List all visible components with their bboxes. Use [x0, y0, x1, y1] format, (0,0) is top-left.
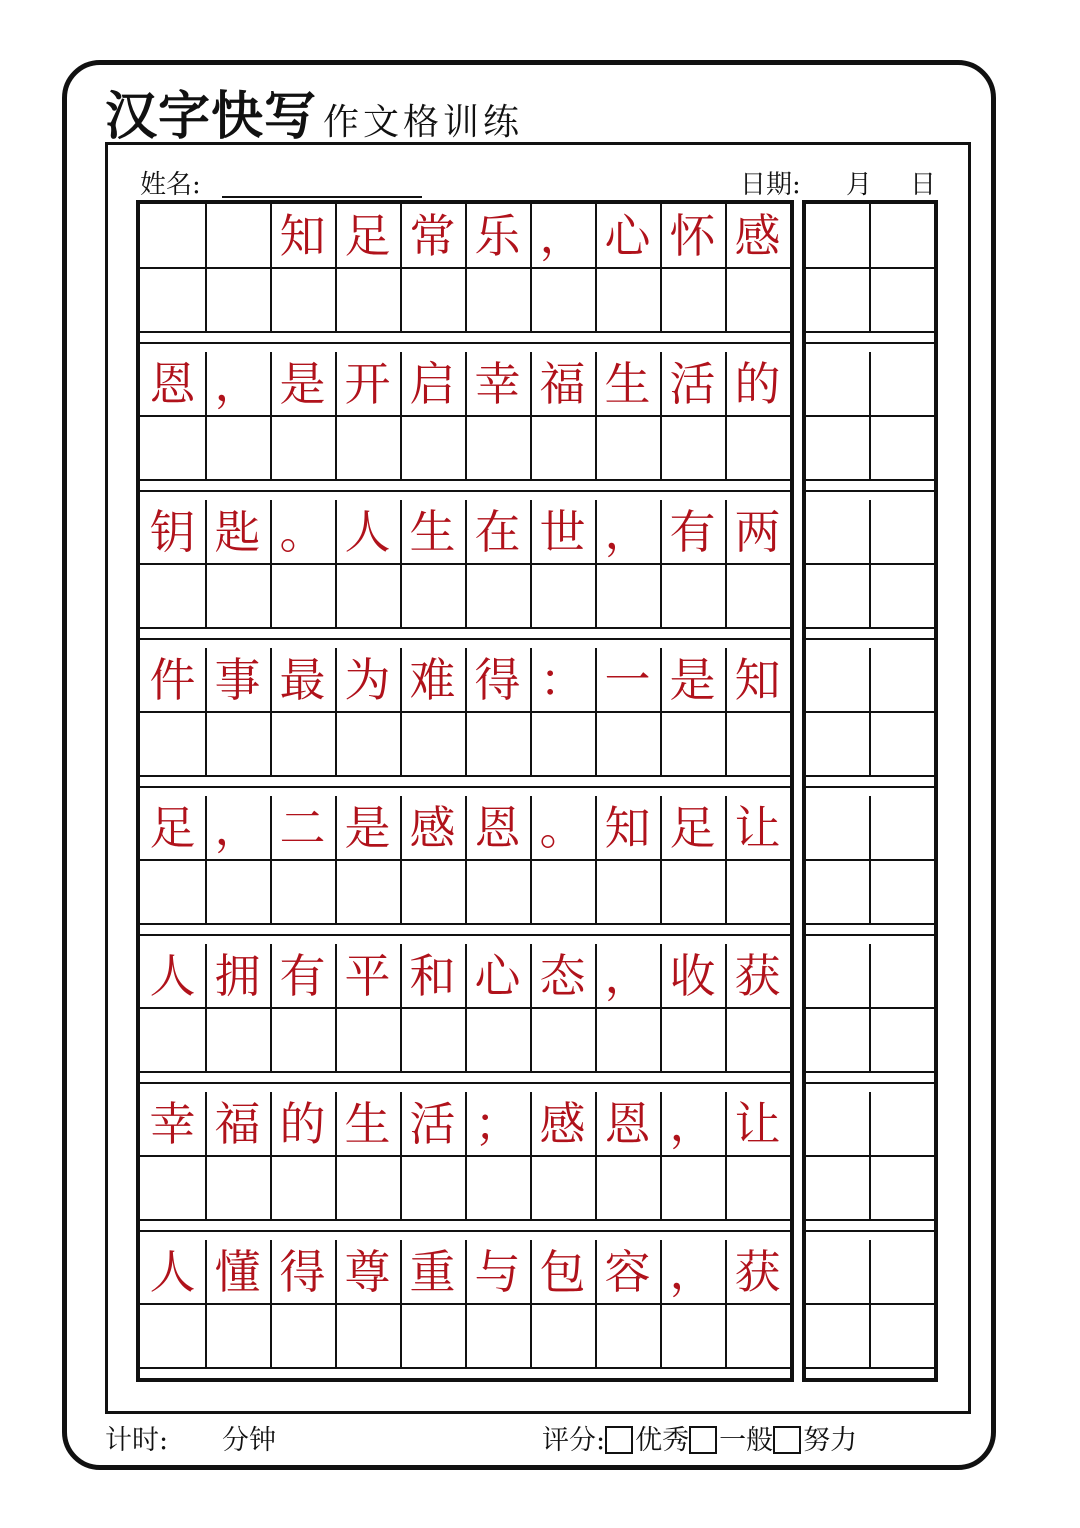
grid-column-line — [530, 1304, 532, 1368]
side-column-line — [869, 1304, 871, 1368]
grid-column-line — [400, 268, 402, 332]
grid-column-line — [335, 268, 337, 332]
grid-separator — [140, 1230, 790, 1232]
grid-column-line — [595, 860, 597, 924]
grid-column-line — [595, 564, 597, 628]
essay-character: 感 — [539, 1097, 586, 1151]
grid-column-line — [595, 268, 597, 332]
essay-character: 是 — [344, 801, 391, 855]
essay-character: 知 — [279, 209, 326, 263]
grid-separator — [806, 1230, 934, 1232]
essay-character: 钥 — [149, 505, 196, 559]
grid-separator — [806, 934, 934, 936]
grid-column-line — [660, 564, 662, 628]
grid-column-line — [530, 268, 532, 332]
essay-character: 恩 — [604, 1097, 651, 1151]
name-label: 姓名: — [140, 170, 201, 200]
grid-column-line — [205, 1008, 207, 1072]
essay-character: 启 — [409, 357, 456, 411]
grid-separator — [140, 638, 790, 640]
grid-column-line — [660, 268, 662, 332]
grid-column-line — [400, 1008, 402, 1072]
essay-character: 人 — [149, 949, 196, 1003]
essay-character: 。 — [539, 801, 586, 855]
grid-separator — [806, 1082, 934, 1084]
grid-separator — [806, 786, 934, 788]
essay-character: 恩 — [474, 801, 521, 855]
grid-column-line — [465, 712, 467, 776]
grid-separator — [806, 342, 934, 344]
essay-grid — [136, 200, 794, 1382]
grid-column-line — [400, 1156, 402, 1220]
essay-character: 件 — [149, 653, 196, 707]
day-label: 日 — [910, 170, 937, 200]
grid-column-line — [725, 712, 727, 776]
essay-character: 足 — [669, 801, 716, 855]
side-column-line — [869, 500, 871, 564]
essay-character: 心 — [604, 209, 651, 263]
grid-column-line — [725, 1008, 727, 1072]
essay-character: 重 — [409, 1245, 456, 1299]
grid-column-line — [270, 416, 272, 480]
rating-option-average: 一般 — [719, 1425, 774, 1456]
essay-character: 尊 — [344, 1245, 391, 1299]
side-column-line — [869, 944, 871, 1008]
grid-separator — [140, 934, 790, 936]
essay-character: 幸 — [149, 1097, 196, 1151]
essay-character: 收 — [669, 949, 716, 1003]
essay-character: 生 — [344, 1097, 391, 1151]
essay-character: 包 — [539, 1245, 586, 1299]
minutes-label: 分钟 — [222, 1425, 276, 1456]
side-column-line — [869, 860, 871, 924]
grid-column-line — [205, 204, 207, 268]
essay-character: ； — [474, 1097, 521, 1151]
grid-column-line — [530, 416, 532, 480]
essay-character: 有 — [669, 505, 716, 559]
grid-column-line — [530, 564, 532, 628]
side-column-line — [869, 1092, 871, 1156]
side-column-line — [869, 204, 871, 268]
essay-character: 懂 — [214, 1245, 261, 1299]
grid-column-line — [725, 860, 727, 924]
grid-column-line — [400, 860, 402, 924]
grid-column-line — [205, 416, 207, 480]
grid-column-line — [270, 268, 272, 332]
grid-column-line — [270, 1156, 272, 1220]
side-column-line — [869, 268, 871, 332]
title-sub: 作文格训练 — [323, 102, 524, 143]
side-column-line — [869, 352, 871, 416]
essay-character: 匙 — [214, 505, 261, 559]
grid-column-line — [205, 860, 207, 924]
grid-column-line — [465, 1156, 467, 1220]
grid-column-line — [725, 268, 727, 332]
grid-column-line — [465, 268, 467, 332]
essay-character: 与 — [474, 1245, 521, 1299]
essay-character: 的 — [279, 1097, 326, 1151]
grid-column-line — [660, 712, 662, 776]
essay-character: ： — [539, 653, 586, 707]
essay-character: 平 — [344, 949, 391, 1003]
grid-column-line — [335, 1008, 337, 1072]
essay-character: 知 — [734, 653, 781, 707]
essay-character: 福 — [539, 357, 586, 411]
essay-character: 感 — [734, 209, 781, 263]
grid-separator — [806, 638, 934, 640]
grid-column-line — [400, 564, 402, 628]
timer-label: 计时: — [105, 1425, 169, 1456]
essay-character: 获 — [734, 949, 781, 1003]
essay-character: 为 — [344, 653, 391, 707]
name-field[interactable] — [222, 196, 422, 198]
grid-column-line — [205, 564, 207, 628]
grid-column-line — [595, 712, 597, 776]
essay-character: 人 — [149, 1245, 196, 1299]
essay-character: 态 — [539, 949, 586, 1003]
essay-character: 获 — [734, 1245, 781, 1299]
grid-separator — [140, 1082, 790, 1084]
essay-character: ， — [669, 1245, 716, 1299]
essay-character: 福 — [214, 1097, 261, 1151]
rating-option-excellent: 优秀 — [635, 1425, 690, 1456]
essay-character: 。 — [279, 505, 326, 559]
grid-column-line — [335, 1304, 337, 1368]
rating-checkbox-effort[interactable] — [773, 1426, 801, 1454]
grid-column-line — [660, 1008, 662, 1072]
rating-option-effort: 努力 — [803, 1425, 858, 1456]
essay-character: 是 — [279, 357, 326, 411]
grid-column-line — [660, 860, 662, 924]
essay-character: 让 — [734, 801, 781, 855]
grid-column-line — [660, 1156, 662, 1220]
essay-character: 开 — [344, 357, 391, 411]
essay-character: 世 — [539, 505, 586, 559]
essay-character: ， — [214, 357, 261, 411]
grid-column-line — [465, 1304, 467, 1368]
page-title — [105, 74, 523, 149]
essay-character: 拥 — [214, 949, 261, 1003]
side-column-line — [869, 712, 871, 776]
grid-column-line — [595, 416, 597, 480]
essay-character: ， — [214, 801, 261, 855]
grid-separator — [140, 490, 790, 492]
grid-column-line — [400, 1304, 402, 1368]
essay-character: 得 — [474, 653, 521, 707]
essay-character: 在 — [474, 505, 521, 559]
essay-character: 是 — [669, 653, 716, 707]
essay-character: ， — [539, 209, 586, 263]
essay-character: 常 — [409, 209, 456, 263]
month-label: 月 — [846, 170, 873, 200]
essay-character: 难 — [409, 653, 456, 707]
side-column-line — [869, 416, 871, 480]
essay-character: 一 — [604, 653, 651, 707]
grid-column-line — [465, 860, 467, 924]
essay-character: ， — [604, 505, 651, 559]
essay-character: 乐 — [474, 209, 521, 263]
side-column-line — [869, 1156, 871, 1220]
essay-character: 和 — [409, 949, 456, 1003]
essay-character: ， — [669, 1097, 716, 1151]
side-column-line — [869, 796, 871, 860]
essay-character: 二 — [279, 801, 326, 855]
grid-column-line — [205, 1304, 207, 1368]
grid-column-line — [465, 564, 467, 628]
essay-character: 心 — [474, 949, 521, 1003]
grid-column-line — [270, 564, 272, 628]
side-column-line — [869, 1008, 871, 1072]
essay-character: 让 — [734, 1097, 781, 1151]
grid-column-line — [725, 564, 727, 628]
grid-column-line — [335, 860, 337, 924]
grid-column-line — [270, 712, 272, 776]
grid-column-line — [725, 416, 727, 480]
essay-character: 两 — [734, 505, 781, 559]
grid-column-line — [725, 1304, 727, 1368]
title-main: 汉字快写 — [105, 87, 318, 147]
grid-separator — [140, 786, 790, 788]
grid-column-line — [400, 416, 402, 480]
side-column-line — [869, 648, 871, 712]
essay-character: 足 — [344, 209, 391, 263]
essay-character: ， — [604, 949, 651, 1003]
grid-column-line — [530, 712, 532, 776]
essay-character: 生 — [604, 357, 651, 411]
grid-column-line — [530, 1156, 532, 1220]
essay-character: 的 — [734, 357, 781, 411]
essay-character: 幸 — [474, 357, 521, 411]
essay-character: 感 — [409, 801, 456, 855]
grid-column-line — [530, 860, 532, 924]
essay-character: 活 — [409, 1097, 456, 1151]
essay-character: 人 — [344, 505, 391, 559]
essay-character: 足 — [149, 801, 196, 855]
side-grid — [802, 200, 938, 1382]
side-column-line — [869, 564, 871, 628]
essay-character: 事 — [214, 653, 261, 707]
essay-character: 恩 — [149, 357, 196, 411]
grid-column-line — [335, 1156, 337, 1220]
grid-column-line — [725, 1156, 727, 1220]
grid-column-line — [465, 1008, 467, 1072]
essay-character: 知 — [604, 801, 651, 855]
grid-column-line — [595, 1156, 597, 1220]
essay-character: 最 — [279, 653, 326, 707]
grid-column-line — [335, 416, 337, 480]
essay-character: 有 — [279, 949, 326, 1003]
grid-column-line — [205, 712, 207, 776]
grid-column-line — [660, 1304, 662, 1368]
essay-character: 生 — [409, 505, 456, 559]
grid-column-line — [660, 416, 662, 480]
grid-separator — [806, 490, 934, 492]
grid-column-line — [205, 268, 207, 332]
grid-column-line — [400, 712, 402, 776]
rating-checkbox-average[interactable] — [689, 1426, 717, 1454]
essay-character: 得 — [279, 1245, 326, 1299]
grid-column-line — [270, 1008, 272, 1072]
rating-row — [542, 1418, 857, 1457]
rating-checkbox-excellent[interactable] — [605, 1426, 633, 1454]
grid-column-line — [595, 1304, 597, 1368]
rating-label: 评分: — [542, 1425, 606, 1456]
essay-character: 怀 — [669, 209, 716, 263]
grid-column-line — [205, 1156, 207, 1220]
grid-column-line — [335, 564, 337, 628]
grid-column-line — [335, 712, 337, 776]
grid-column-line — [270, 1304, 272, 1368]
essay-character: 活 — [669, 357, 716, 411]
essay-character: 容 — [604, 1245, 651, 1299]
grid-column-line — [465, 416, 467, 480]
grid-column-line — [270, 860, 272, 924]
date-label: 日期: — [740, 170, 801, 200]
grid-column-line — [595, 1008, 597, 1072]
grid-separator — [140, 342, 790, 344]
grid-column-line — [530, 1008, 532, 1072]
side-column-line — [869, 1240, 871, 1304]
